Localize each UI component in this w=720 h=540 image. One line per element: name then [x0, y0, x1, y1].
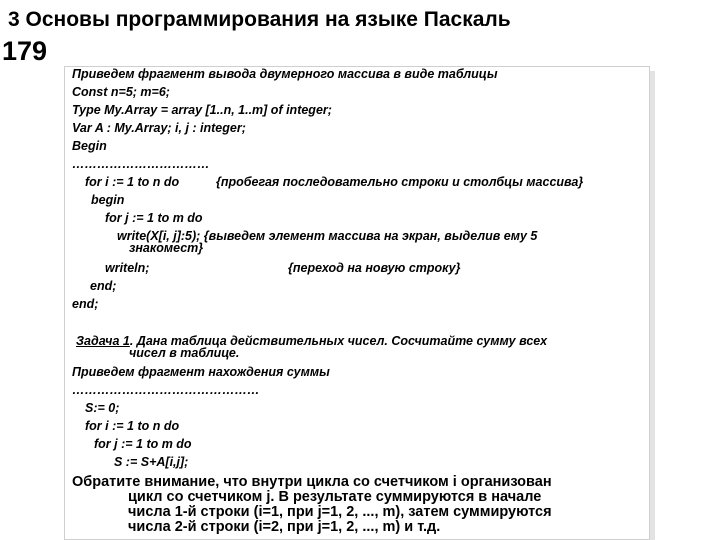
- code-line-inner-begin: begin: [91, 193, 125, 207]
- slide-number: 179: [2, 36, 48, 66]
- code-comment-rows: {пробегая последовательно строки и столбцы массива}: [216, 175, 584, 189]
- code-line-const: Const n=5; m=6;: [72, 85, 170, 99]
- note-line-2: цикл со счетчиком j. В результате суммируются в начале: [128, 489, 542, 505]
- code-line-write: write(X[i, j]:5); {выведем элемент массива на экран, выделив ему 5: [117, 229, 538, 243]
- code-line-end-inner: end;: [90, 279, 117, 293]
- note-line-4: числа 2-й строки (i=2, при j=1, 2, ..., m) и т.д.: [128, 519, 441, 535]
- code2-ellipsis: ………………………………………: [72, 383, 260, 397]
- code-line-type: Type My.Array = array [1..n, 1..m] of integer;: [72, 103, 332, 117]
- task-text-cont: чисел в таблице.: [129, 346, 240, 360]
- task-label: Задача 1: [76, 334, 130, 348]
- code-line-for-i: for i := 1 to n do: [85, 175, 180, 189]
- code2-line-sum: S := S+A[i,j];: [114, 455, 189, 469]
- code-comment-newline: {переход на новую строку}: [288, 261, 461, 275]
- code-line-begin: Begin: [72, 139, 107, 153]
- slide-title: 3 Основы программирования на языке Паскаль: [8, 8, 511, 31]
- code-line-var: Var A : My.Array; i, j : integer;: [72, 121, 246, 135]
- note-line-3: числа 1-й строки (i=1, при j=1, 2, ..., m), затем суммируются: [128, 504, 552, 520]
- code2-intro: Приведем фрагмент нахождения суммы: [72, 365, 330, 379]
- code2-line-for-i: for i := 1 to n do: [85, 419, 180, 433]
- code2-line-for-j: for j := 1 to m do: [94, 437, 192, 451]
- intro-text: Приведем фрагмент вывода двумерного массива в виде таблицы: [72, 67, 498, 81]
- task-text: . Дана таблица действительных чисел. Сосчитайте сумму всех: [129, 334, 548, 348]
- code-line-end-outer: end;: [72, 297, 99, 311]
- code2-line-init: S:= 0;: [85, 401, 120, 415]
- code-line-write-cont: знакомест}: [129, 241, 204, 255]
- note-line-1: Обратите внимание, что внутри цикла со счетчиком i организован: [72, 474, 552, 490]
- code-line-writeln: writeln;: [105, 261, 150, 275]
- code-line-ellipsis: ……………………………: [72, 157, 210, 171]
- code-line-for-j: for j := 1 to m do: [105, 211, 203, 225]
